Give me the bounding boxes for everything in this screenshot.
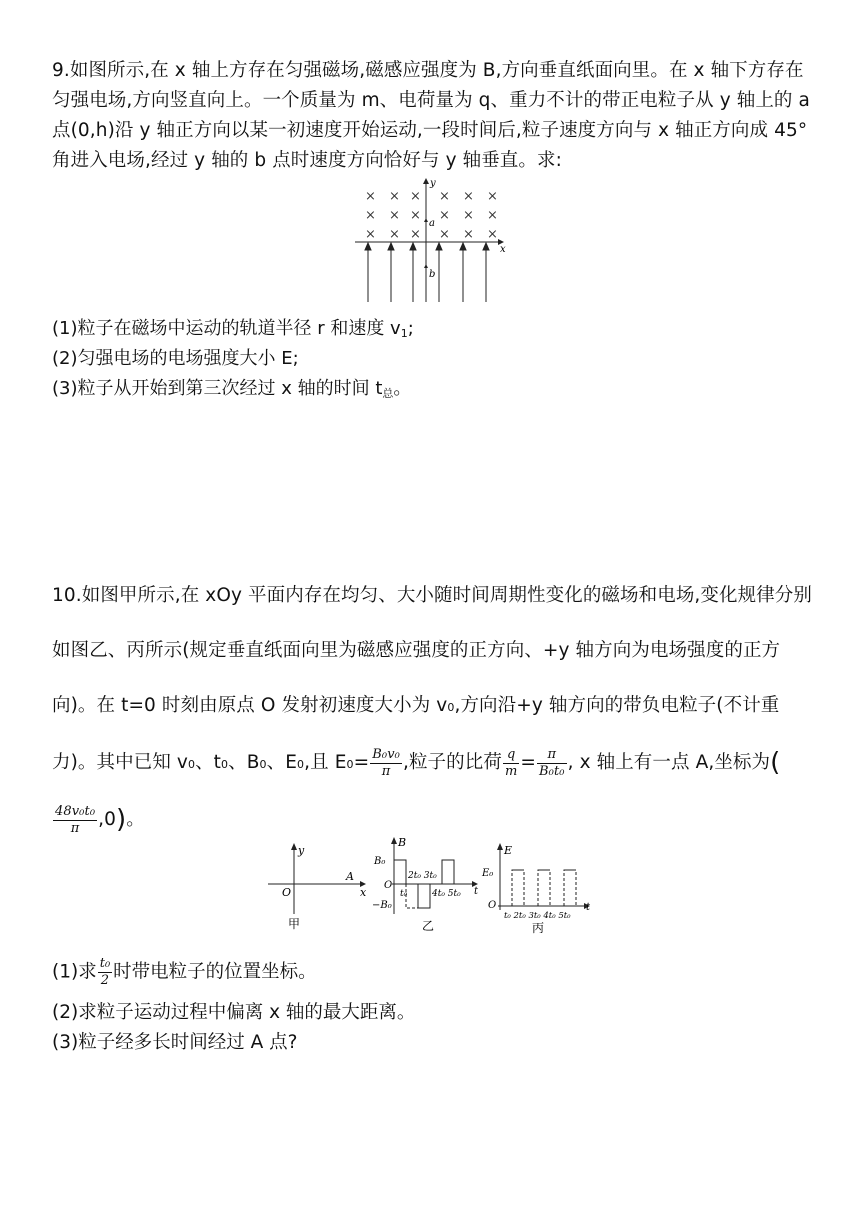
electric-field-lines [365,243,489,302]
ticks-top: 2t₀ 3t₀ [408,871,437,881]
svg-text:×: × [463,227,474,242]
minus-B0-label: −B₀ [372,900,392,911]
svg-text:×: × [365,227,376,242]
x-axis-label: x [500,244,506,255]
fraction-q-over-m: $\frac{q}{m}$ [504,746,518,779]
origin-label: O [384,880,393,891]
q10-statement: 10.如图甲所示,在 xOy 平面内存在均匀、大小随时间周期性变化的磁场和电场,变化规律分别如图乙、丙所示(规定垂直纸面向里为磁感应强度的正方向、+y 轴方向为电场强度的正方向)。在 t=0 时刻由原点 O 发射初速度大小为 v0,方向沿+y 轴方向的带负电粒子(不计重力)。其中已知 v0、t0、B0、E0,且 E0= $\frac{\text{B₀v₀}}{\pi}$ ,粒子的比荷 $\frac{q}{m}$ = $\frac{\pi}{\text{B₀t₀}}$ , x 轴上有一点 A,坐标为( $\frac{\text{48v₀t₀}}{\pi}$ ,0)。 [52,585,813,836]
svg-text:×: × [487,208,498,223]
axis-B-label: B [398,836,407,849]
q9-sub3: (3)粒子从开始到第三次经过 x 轴的时间 t总。 [52,378,412,400]
figure-bing [480,840,596,936]
figure-jia [264,840,374,932]
y-axis-label: y [298,844,305,857]
svg-text:×: × [463,189,474,204]
point-A-label: A [346,870,354,883]
svg-text:×: × [439,227,450,242]
ticks-bottom: 4t₀ 5t₀ [432,889,461,899]
t-axis-label: t [586,902,591,913]
origin-label: O [488,900,497,911]
q10-sub1: (1)求 $\frac{\text{t₀}}{2}$ 时带电粒子的位置坐标。 [52,956,317,988]
caption-yi: 乙 [422,919,435,933]
q9-figure [350,176,510,306]
svg-text:×: × [487,227,498,242]
fraction-k: $\frac{\pi}{\text{B₀t₀}}$ [539,746,565,779]
fraction-t0-over-2: $\frac{\text{t₀}}{2}$ [99,956,111,988]
svg-text:×: × [439,189,450,204]
E0-label: E₀ [482,868,494,879]
svg-text:×: × [410,227,421,242]
q10-sub3: (3)粒子经多长时间经过 A 点? [52,1032,298,1053]
origin-label: O [282,886,292,899]
svg-text:×: × [439,208,450,223]
svg-text:×: × [389,208,400,223]
B0-label: B₀ [374,856,386,867]
svg-text:×: × [410,189,421,204]
y-axis-label: y [430,178,436,189]
q9-statement: 9.如图所示,在 x 轴上方存在匀强磁场,磁感应强度为 B,方向垂直纸面向里。在 x 轴下方存在匀强电场,方向竖直向上。一个质量为 m、电荷量为 q、重力不计的带正电粒子从 y 轴上的 a 点(0,h)沿 y 轴正方向以某一初速度开始运动,一段时间后,粒子速度方向与 x 轴正方向成 45° 角进入电场,经过 y 轴的 b 点时速度方向恰好与 y 轴垂直。求: [52,60,810,171]
q9-sub1: (1)粒子在磁场中运动的轨道半径 r 和速度 v1; [52,318,414,340]
fraction-E0: $\frac{\text{B₀v₀}}{\pi}$ [372,746,400,779]
svg-text:×: × [389,227,400,242]
caption-jia: 甲 [288,917,301,931]
fraction-coordinate: $\frac{\text{48v₀t₀}}{\pi}$ [55,803,96,836]
cross-mark: × [365,189,376,204]
axis-E-label: E [504,844,513,857]
figure-yi [372,832,484,936]
tick-t0: t₀ [400,889,408,899]
point-a-label: a [429,218,435,229]
svg-text:×: × [487,189,498,204]
caption-bing: 丙 [532,921,545,935]
svg-text:×: × [365,208,376,223]
magnetic-field-crosses [365,189,498,242]
q9-sub2: (2)匀强电场的电场强度大小 E; [52,348,299,369]
svg-text:×: × [389,189,400,204]
t-axis-label: t [474,886,479,897]
point-b-label: b [429,269,436,280]
svg-text:×: × [410,208,421,223]
ticks: t₀ 2t₀ 3t₀ 4t₀ 5t₀ [504,911,571,921]
svg-text:×: × [463,208,474,223]
x-axis-label: x [360,886,367,899]
q10-sub2: (2)求粒子运动过程中偏离 x 轴的最大距离。 [52,1002,416,1023]
